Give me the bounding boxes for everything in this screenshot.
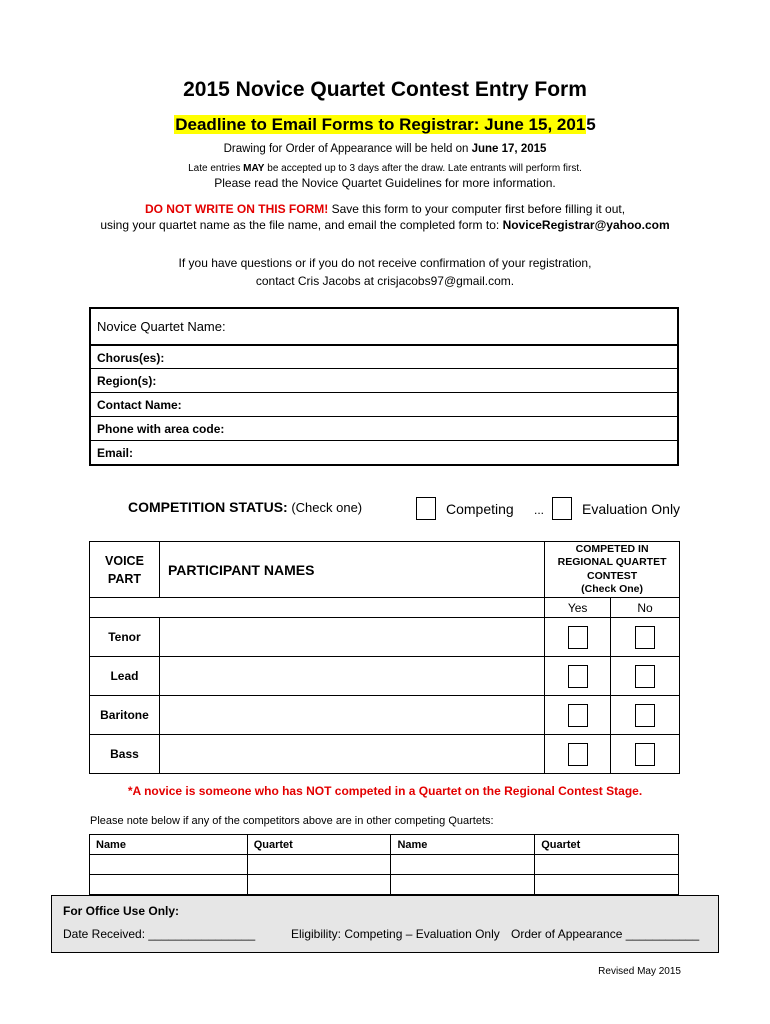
late-prefix: Late entries: [188, 163, 244, 174]
deadline-line: [0, 115, 770, 135]
other-quartets-note: Please note below if any of the competitors above are in other competing Quartets:: [90, 815, 494, 827]
voice-part-header-line2: PART: [107, 571, 142, 586]
participant-name-lead[interactable]: [159, 657, 544, 696]
competition-status: [128, 499, 362, 515]
other-quartets-cell[interactable]: [247, 875, 391, 895]
bass-no-cell: [611, 735, 680, 774]
no-header: No: [611, 598, 680, 618]
regions-field[interactable]: Region(s):: [91, 368, 677, 392]
baritone-yes-checkbox[interactable]: [568, 704, 588, 727]
quartet-name-field[interactable]: Novice Quartet Name:: [97, 319, 226, 334]
voice-part-tenor: Tenor: [90, 618, 160, 657]
bass-yes-checkbox[interactable]: [568, 743, 588, 766]
participant-names-header: PARTICIPANT NAMES: [159, 542, 544, 598]
yes-no-row: [90, 598, 680, 618]
other-quartets-cell[interactable]: [391, 875, 535, 895]
baritone-no-checkbox[interactable]: [635, 704, 655, 727]
lead-no-checkbox[interactable]: [635, 665, 655, 688]
email-instruction-line: [0, 218, 770, 232]
bass-yes-cell: [545, 735, 611, 774]
contact-name-field[interactable]: Contact Name:: [91, 392, 677, 416]
questions-line-2: contact Cris Jacobs at crisjacobs97@gmail.com.: [255, 274, 515, 288]
voice-part-baritone: Baritone: [90, 696, 160, 735]
other-quartets-table: [89, 834, 679, 895]
competed-header-line4: (Check One): [581, 583, 644, 595]
revised-date: Revised May 2015: [598, 966, 681, 977]
voice-part-header: [90, 542, 160, 598]
other-quartets-cell[interactable]: [247, 855, 391, 875]
late-entries-line: [0, 163, 770, 174]
status-dots: ...: [534, 503, 545, 517]
registrar-email[interactable]: NoviceRegistrar@yahoo.com: [502, 218, 670, 232]
choruses-field[interactable]: Chorus(es):: [91, 344, 677, 368]
participants-table: [89, 541, 680, 774]
baritone-yes-cell: [545, 696, 611, 735]
tenor-yes-cell: [545, 618, 611, 657]
novice-definition: *A novice is someone who has NOT competed in a Quartet on the Regional Contest Stage.: [127, 784, 643, 798]
competed-header-line3: CONTEST: [587, 569, 638, 582]
evaluation-only-label: Evaluation Only: [582, 501, 681, 517]
phone-field[interactable]: Phone with area code:: [91, 416, 677, 440]
warning-rest: Save this form to your computer first before filling it out,: [328, 202, 626, 216]
competing-label: Competing: [446, 501, 514, 517]
other-quartets-cell[interactable]: [535, 855, 679, 875]
quartet-info-table: [89, 307, 679, 466]
voice-part-header-line1: VOICE: [105, 553, 144, 568]
competition-status-label: COMPETITION STATUS:: [128, 499, 288, 515]
warning-line: [0, 202, 770, 216]
deadline-highlight: Deadline to Email Forms to Registrar: June 15, 201: [175, 115, 586, 134]
participant-row-bass: [90, 735, 680, 774]
voice-part-bass: Bass: [90, 735, 160, 774]
competed-header: [545, 542, 680, 598]
late-may: MAY: [243, 163, 265, 174]
evaluation-only-checkbox[interactable]: [552, 497, 572, 520]
participant-name-baritone[interactable]: [159, 696, 544, 735]
participant-name-tenor[interactable]: [159, 618, 544, 657]
office-use-box: [51, 895, 719, 953]
other-quartets-header-name-1: Name: [90, 835, 248, 855]
deadline-tail: 5: [586, 115, 596, 134]
yes-header: Yes: [545, 598, 611, 618]
lead-yes-cell: [545, 657, 611, 696]
drawing-date-line: [0, 143, 770, 155]
order-of-appearance-field: Order of Appearance ___________: [511, 927, 700, 941]
competed-header-line2: REGIONAL QUARTET: [557, 556, 667, 568]
email-instruction-prefix: using your quartet name as the file name, and email the completed form to:: [100, 218, 503, 232]
lead-no-cell: [611, 657, 680, 696]
tenor-no-checkbox[interactable]: [635, 626, 655, 649]
participant-name-bass[interactable]: [159, 735, 544, 774]
late-suffix: be accepted up to 3 days after the draw. Late entrants will perform first.: [264, 163, 582, 174]
email-field[interactable]: Email:: [91, 440, 677, 464]
check-one-note: (Check one): [287, 500, 363, 515]
other-quartets-cell[interactable]: [535, 875, 679, 895]
other-quartets-header-quartet-1: Quartet: [247, 835, 391, 855]
date-received-field: Date Received: ________________: [63, 927, 256, 941]
voice-part-lead: Lead: [90, 657, 160, 696]
drawing-prefix: Drawing for Order of Appearance will be held on: [223, 143, 472, 155]
other-quartets-row: [90, 855, 679, 875]
competed-header-line1: COMPETED IN: [575, 542, 649, 555]
baritone-no-cell: [611, 696, 680, 735]
warning-red: DO NOT WRITE ON THIS FORM!: [144, 202, 329, 216]
other-quartets-header-row: [90, 835, 679, 855]
participant-row-tenor: [90, 618, 680, 657]
yes-no-spacer: [90, 598, 545, 618]
other-quartets-cell[interactable]: [391, 855, 535, 875]
participants-header-row: [90, 542, 680, 598]
eligibility-field: Eligibility: Competing – Evaluation Only: [291, 927, 500, 941]
questions-line-1: If you have questions or if you do not receive confirmation of your registration,: [178, 256, 592, 270]
office-use-title: For Office Use Only:: [63, 904, 180, 918]
read-guidelines-line: Please read the Novice Quartet Guidelines for more information.: [214, 176, 556, 190]
other-quartets-header-name-2: Name: [391, 835, 535, 855]
bass-no-checkbox[interactable]: [635, 743, 655, 766]
other-quartets-row: [90, 875, 679, 895]
tenor-no-cell: [611, 618, 680, 657]
other-quartets-header-quartet-2: Quartet: [535, 835, 679, 855]
other-quartets-cell[interactable]: [90, 855, 248, 875]
tenor-yes-checkbox[interactable]: [568, 626, 588, 649]
competing-checkbox[interactable]: [416, 497, 436, 520]
participant-row-lead: [90, 657, 680, 696]
drawing-date: June 17, 2015: [471, 143, 547, 155]
participant-row-baritone: [90, 696, 680, 735]
form-title: 2015 Novice Quartet Contest Entry Form: [183, 78, 587, 101]
other-quartets-cell[interactable]: [90, 875, 248, 895]
lead-yes-checkbox[interactable]: [568, 665, 588, 688]
